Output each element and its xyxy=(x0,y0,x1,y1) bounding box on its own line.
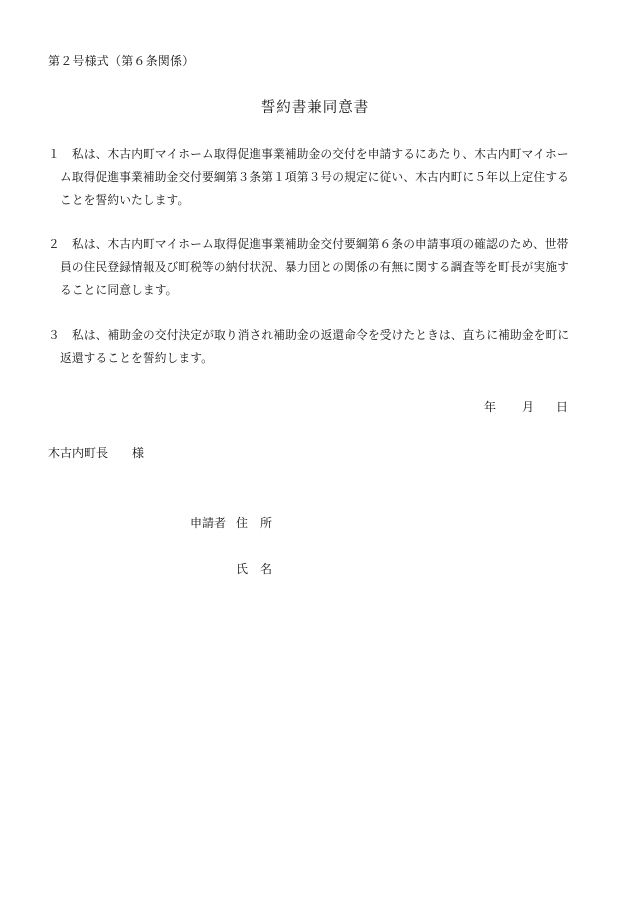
clause-2 xyxy=(48,233,570,302)
clause-number: １ xyxy=(48,147,60,161)
date-day-label: 日 xyxy=(556,400,569,414)
clause-number: ３ xyxy=(48,328,60,342)
addressee: 木古内町長 様 xyxy=(48,446,145,460)
clause-1 xyxy=(48,143,570,212)
applicant-label: 申請者 xyxy=(190,516,227,530)
clause-3 xyxy=(48,324,570,370)
clause-text: 私は、木古内町マイホーム取得促進事業補助金の交付を申請するにあたり、木古内町マイホーム取得促進事業補助金交付要綱第３条第１項第３号の規定に従い、木古内町に５年以上定住することを誓約いたします。 xyxy=(60,147,570,207)
address-label: 住 所 xyxy=(236,516,273,530)
clause-text: 私は、補助金の交付決定が取り消され補助金の返還命令を受けたときは、直ちに補助金を町に返還することを誓約します。 xyxy=(60,328,570,365)
name-label: 氏 名 xyxy=(236,562,273,576)
document-title: 誓約書兼同意書 xyxy=(260,100,370,116)
clause-number: ２ xyxy=(48,237,60,251)
form-number: 第２号様式（第６条関係） xyxy=(48,54,195,68)
clause-text: 私は、木古内町マイホーム取得促進事業補助金交付要綱第６条の申請事項の確認のため、世帯員の住民登録情報及び町税等の納付状況、暴力団との関係の有無に関する調査等を町長が実施することに同意します。 xyxy=(60,237,570,297)
date-month-label: 月 xyxy=(522,400,535,414)
date-year-label: 年 xyxy=(484,400,497,414)
